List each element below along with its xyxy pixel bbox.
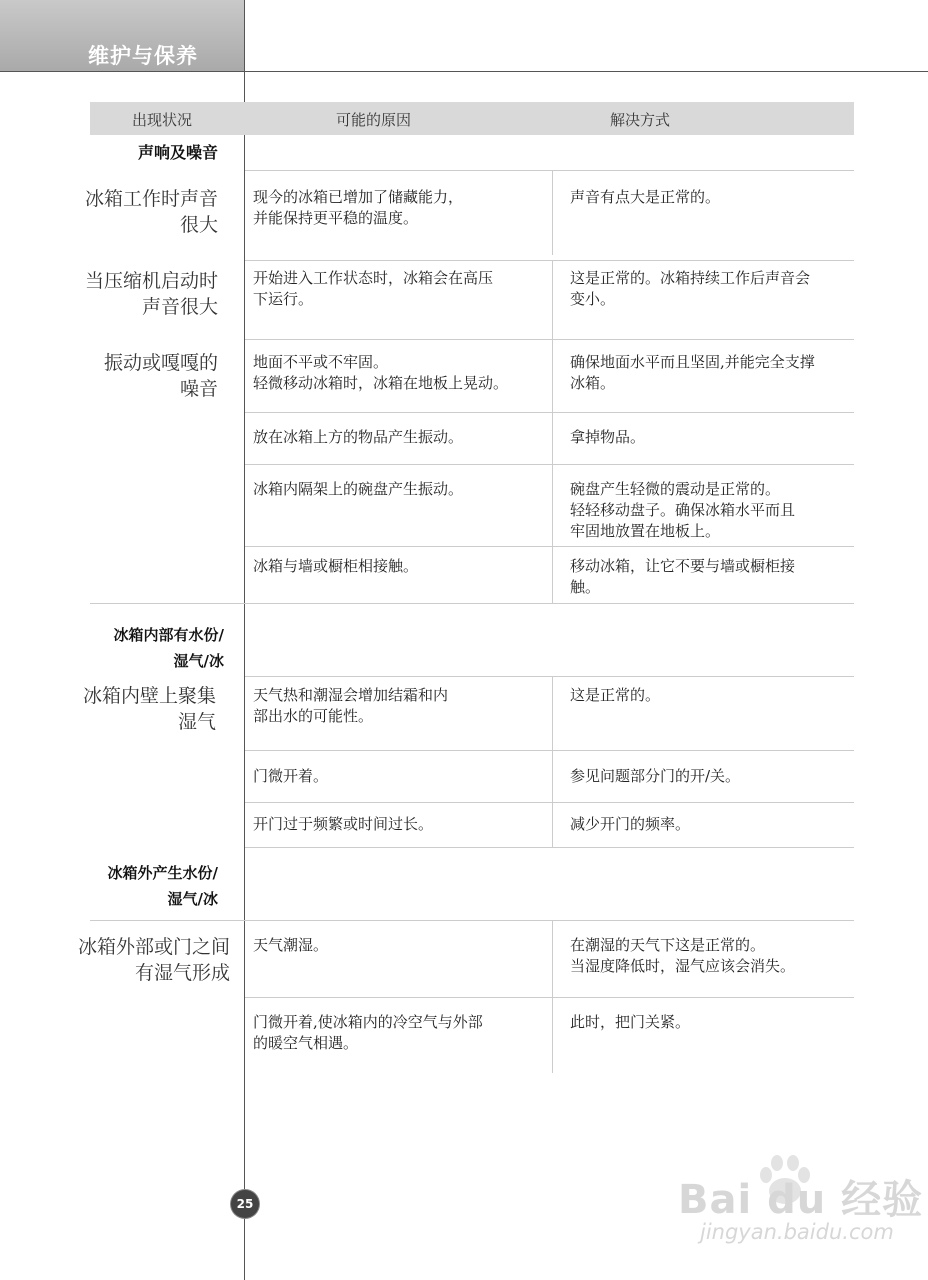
cause-text: 现今的冰箱已增加了储藏能力， 并能保持更平稳的温度。: [253, 188, 464, 227]
solution-text: 这是正常的。冰箱持续工作后声音会 变小。: [570, 269, 811, 308]
cause-text: 开门过于频繁或时间过长。: [253, 815, 434, 833]
solution-text: 参见问题部分门的开/关。: [570, 767, 741, 785]
row-divider: [245, 170, 854, 171]
watermark-url: jingyan.baidu.com: [700, 1220, 894, 1244]
page-number-badge: 25: [231, 1190, 259, 1218]
row-divider: [245, 997, 854, 998]
solution-text: 确保地面水平而且坚固,并能完全支撑 冰箱。: [570, 353, 815, 392]
cause-text: 地面不平或不牢固。 轻微移动冰箱时，冰箱在地板上晃动。: [253, 353, 509, 392]
solution-text: 拿掉物品。: [570, 428, 646, 446]
symptom-text: 当压缩机启动时 声音很大: [84, 270, 218, 318]
section-title: 维护与保养: [88, 44, 198, 68]
col-header-cause: 可能的原因: [336, 111, 412, 129]
spine-rule: [244, 0, 245, 1280]
watermark-logo: Bai du 经验: [678, 1177, 924, 1223]
category-outside-moisture: 冰箱外产生水份/ 湿气/冰: [107, 864, 218, 908]
symptom-text: 冰箱工作时声音 很大: [84, 188, 218, 236]
section-divider: [90, 603, 854, 604]
column-header-bar: [90, 102, 854, 135]
cause-text: 门微开着,使冰箱内的冷空气与外部 的暖空气相遇。: [253, 1013, 483, 1052]
row-divider: [245, 847, 854, 848]
section-divider: [90, 920, 854, 921]
cause-text: 放在冰箱上方的物品产生振动。: [253, 428, 464, 446]
cause-text: 冰箱内隔架上的碗盘产生振动。: [253, 480, 464, 498]
col-divider: [552, 340, 553, 603]
symptom-text: 冰箱外部或门之间 有湿气形成: [77, 936, 230, 984]
solution-text: 这是正常的。: [570, 686, 661, 704]
cause-text: 门微开着。: [253, 767, 329, 785]
cause-text: 天气潮湿。: [253, 936, 329, 954]
solution-text: 此时，把门关紧。: [570, 1013, 691, 1031]
col-divider: [552, 677, 553, 847]
row-divider: [245, 750, 854, 751]
solution-text: 在潮湿的天气下这是正常的。 当湿度降低时，湿气应该会消失。: [570, 936, 796, 975]
solution-text: 减少开门的频率。: [570, 815, 691, 833]
category-inside-moisture: 冰箱内部有水份/ 湿气/冰: [113, 626, 224, 670]
symptom-text: 振动或嘎嘎的 噪音: [103, 352, 218, 400]
col-divider: [552, 171, 553, 255]
row-divider: [245, 260, 854, 261]
cause-text: 开始进入工作状态时，冰箱会在高压 下运行。: [253, 269, 494, 308]
row-divider: [245, 802, 854, 803]
solution-text: 声音有点大是正常的。: [570, 188, 721, 206]
category-noise: 声响及噪音: [137, 143, 218, 162]
row-divider: [245, 464, 854, 465]
col-header-symptom: 出现状况: [132, 111, 193, 129]
row-divider: [245, 546, 854, 547]
header-rule: [0, 71, 928, 72]
cause-text: 冰箱与墙或橱柜相接触。: [253, 557, 419, 575]
solution-text: 碗盘产生轻微的震动是正常的。 轻轻移动盘子。确保冰箱水平而且 牢固地放置在地板上。: [570, 480, 796, 540]
row-divider: [245, 339, 854, 340]
col-header-solution: 解决方式: [610, 111, 671, 129]
row-divider: [245, 412, 854, 413]
col-divider: [552, 261, 553, 339]
symptom-text: 冰箱内壁上聚集 湿气: [82, 685, 216, 733]
solution-text: 移动冰箱，让它不要与墙或橱柜接 触。: [570, 557, 796, 596]
cause-text: 天气热和潮湿会增加结霜和内 部出水的可能性。: [253, 686, 449, 725]
row-divider: [245, 676, 854, 677]
